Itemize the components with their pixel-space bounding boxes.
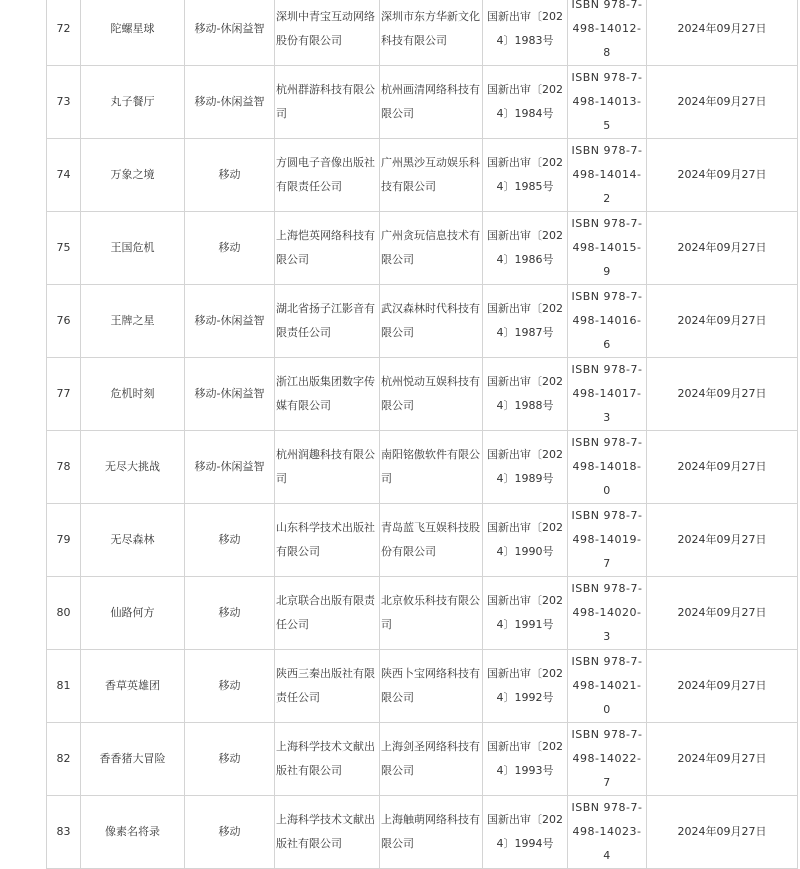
approval-number: 国新出审〔2024〕1983号 [483,0,568,66]
operator-name: 北京攸乐科技有限公司 [380,577,483,650]
game-category: 移动-休闲益智 [185,358,275,431]
operator-name: 武汉森林时代科技有限公司 [380,285,483,358]
game-name: 无尽大挑战 [81,431,185,504]
publisher-name: 杭州润趣科技有限公司 [275,431,380,504]
isbn-number: ISBN 978-7-498-14013-5 [568,66,647,139]
approval-date: 2024年09月27日 [647,66,798,139]
isbn-number: ISBN 978-7-498-14021-0 [568,650,647,723]
publisher-name: 陕西三秦出版社有限责任公司 [275,650,380,723]
approval-date: 2024年09月27日 [647,212,798,285]
operator-name: 上海剑圣网络科技有限公司 [380,723,483,796]
operator-name: 陕西卜宝网络科技有限公司 [380,650,483,723]
row-number: 82 [47,723,81,796]
operator-name: 青岛蓝飞互娱科技股份有限公司 [380,504,483,577]
operator-name: 南阳铭傲软件有限公司 [380,431,483,504]
game-name: 仙路何方 [81,577,185,650]
game-name: 万象之境 [81,139,185,212]
table-row [47,723,798,796]
publisher-name: 方圆电子音像出版社有限责任公司 [275,139,380,212]
game-category: 移动-休闲益智 [185,431,275,504]
isbn-number: ISBN 978-7-498-14018-0 [568,431,647,504]
game-name: 香草英雄团 [81,650,185,723]
game-category: 移动 [185,212,275,285]
table-row [47,358,798,431]
publisher-name: 湖北省扬子江影音有限责任公司 [275,285,380,358]
publisher-name: 上海科学技术文献出版社有限公司 [275,796,380,869]
approval-number: 国新出审〔2024〕1993号 [483,723,568,796]
table-row [47,66,798,139]
approval-date: 2024年09月27日 [647,650,798,723]
operator-name: 杭州悦动互娱科技有限公司 [380,358,483,431]
game-name: 陀螺星球 [81,0,185,66]
table-row [47,285,798,358]
game-name: 危机时刻 [81,358,185,431]
row-number: 77 [47,358,81,431]
game-category: 移动 [185,796,275,869]
table-row [47,431,798,504]
approval-date: 2024年09月27日 [647,723,798,796]
table-row [47,577,798,650]
table-row [47,796,798,869]
approval-number: 国新出审〔2024〕1992号 [483,650,568,723]
table-row [47,504,798,577]
approval-date: 2024年09月27日 [647,577,798,650]
row-number: 72 [47,0,81,66]
publisher-name: 浙江出版集团数字传媒有限公司 [275,358,380,431]
approval-date: 2024年09月27日 [647,796,798,869]
game-category: 移动 [185,139,275,212]
isbn-number: ISBN 978-7-498-14022-7 [568,723,647,796]
isbn-number: ISBN 978-7-498-14016-6 [568,285,647,358]
isbn-number: ISBN 978-7-498-14019-7 [568,504,647,577]
row-number: 83 [47,796,81,869]
table-row [47,212,798,285]
approval-number: 国新出审〔2024〕1991号 [483,577,568,650]
approval-number: 国新出审〔2024〕1988号 [483,358,568,431]
game-approval-table [46,0,798,869]
isbn-number: ISBN 978-7-498-14015-9 [568,212,647,285]
publisher-name: 上海科学技术文献出版社有限公司 [275,723,380,796]
isbn-number: ISBN 978-7-498-14020-3 [568,577,647,650]
approval-number: 国新出审〔2024〕1986号 [483,212,568,285]
table-row [47,139,798,212]
row-number: 80 [47,577,81,650]
row-number: 75 [47,212,81,285]
approval-number: 国新出审〔2024〕1990号 [483,504,568,577]
game-name: 无尽森林 [81,504,185,577]
table-body [47,0,798,869]
approval-date: 2024年09月27日 [647,504,798,577]
approval-date: 2024年09月27日 [647,431,798,504]
isbn-number: ISBN 978-7-498-14017-3 [568,358,647,431]
game-category: 移动 [185,504,275,577]
operator-name: 杭州画清网络科技有限公司 [380,66,483,139]
publisher-name: 上海恺英网络科技有限公司 [275,212,380,285]
row-number: 76 [47,285,81,358]
operator-name: 广州贪玩信息技术有限公司 [380,212,483,285]
game-name: 香香猪大冒险 [81,723,185,796]
game-category: 移动 [185,650,275,723]
publisher-name: 深圳中青宝互动网络股份有限公司 [275,0,380,66]
game-category: 移动-休闲益智 [185,285,275,358]
approval-number: 国新出审〔2024〕1994号 [483,796,568,869]
operator-name: 上海触萌网络科技有限公司 [380,796,483,869]
table-row [47,0,798,66]
game-category: 移动-休闲益智 [185,66,275,139]
approval-number: 国新出审〔2024〕1989号 [483,431,568,504]
approval-date: 2024年09月27日 [647,139,798,212]
game-name: 王国危机 [81,212,185,285]
game-category: 移动-休闲益智 [185,0,275,66]
row-number: 73 [47,66,81,139]
operator-name: 深圳市东方华新文化科技有限公司 [380,0,483,66]
isbn-number: ISBN 978-7-498-14012-8 [568,0,647,66]
approval-number: 国新出审〔2024〕1987号 [483,285,568,358]
approval-date: 2024年09月27日 [647,358,798,431]
publisher-name: 杭州群游科技有限公司 [275,66,380,139]
approval-date: 2024年09月27日 [647,0,798,66]
game-name: 像素名将录 [81,796,185,869]
game-category: 移动 [185,577,275,650]
publisher-name: 北京联合出版有限责任公司 [275,577,380,650]
publisher-name: 山东科学技术出版社有限公司 [275,504,380,577]
table-row [47,650,798,723]
approval-number: 国新出审〔2024〕1985号 [483,139,568,212]
game-category: 移动 [185,723,275,796]
row-number: 74 [47,139,81,212]
approval-number: 国新出审〔2024〕1984号 [483,66,568,139]
approval-date: 2024年09月27日 [647,285,798,358]
game-name: 丸子餐厅 [81,66,185,139]
isbn-number: ISBN 978-7-498-14023-4 [568,796,647,869]
isbn-number: ISBN 978-7-498-14014-2 [568,139,647,212]
row-number: 78 [47,431,81,504]
operator-name: 广州黑沙互动娱乐科技有限公司 [380,139,483,212]
row-number: 79 [47,504,81,577]
row-number: 81 [47,650,81,723]
game-name: 王牌之星 [81,285,185,358]
